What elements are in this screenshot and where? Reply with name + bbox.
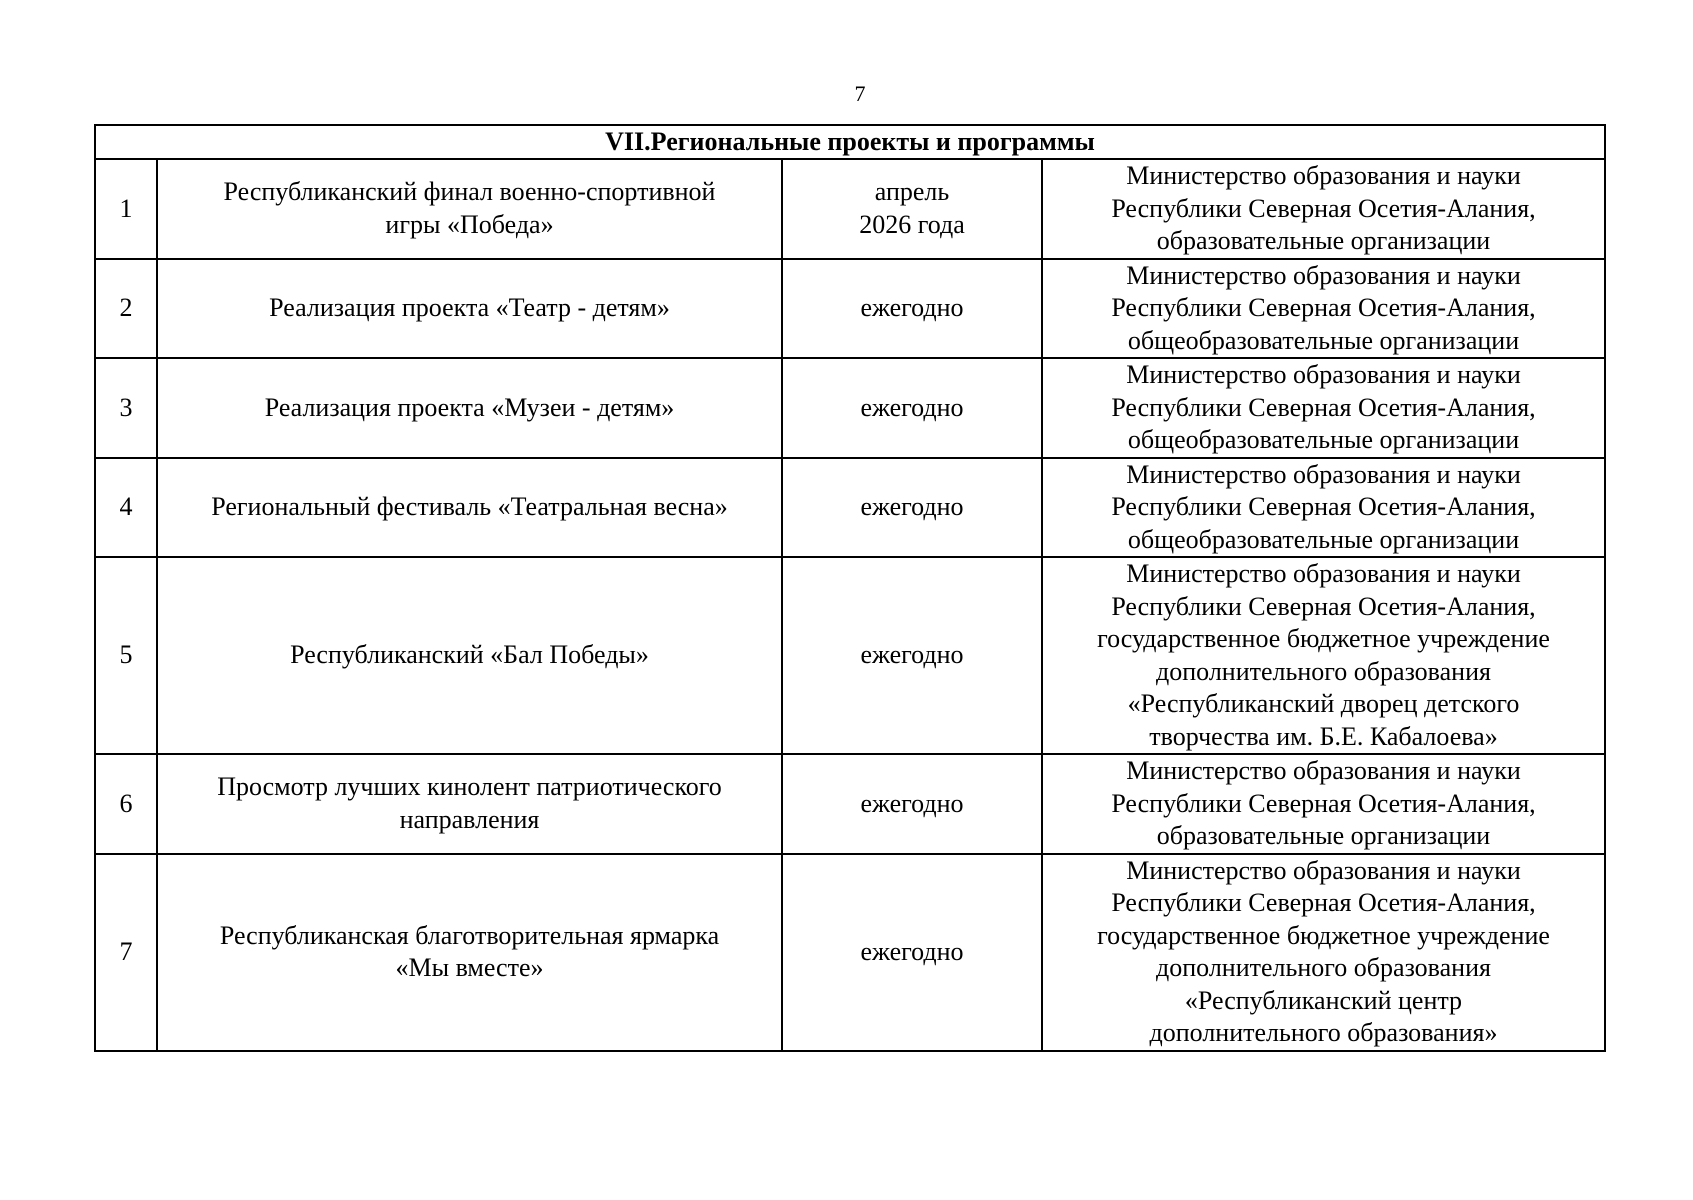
event-name-cell-line: Республиканский финал военно-спортивной	[223, 177, 716, 207]
responsible-cell	[1042, 854, 1605, 1051]
section-header-row	[95, 125, 1605, 159]
responsible-cell-line: образовательные организации	[1156, 226, 1491, 255]
table-row	[95, 259, 1605, 359]
event-date-cell	[782, 458, 1042, 558]
responsible-cell	[1042, 754, 1605, 854]
table-row	[95, 358, 1605, 458]
event-date-cell-line: ежегодно	[860, 788, 964, 818]
event-name-cell-line: Реализация проекта «Музеи - детям»	[264, 392, 675, 422]
responsible-cell	[1042, 358, 1605, 458]
responsible-cell-line: творчества им. Б.Е. Кабалоева»	[1149, 721, 1498, 751]
responsible-cell-line: дополнительного образования»	[1149, 1018, 1498, 1047]
events-table	[94, 124, 1606, 1052]
responsible-cell-line: образовательные организации	[1156, 821, 1491, 850]
event-name-cell-line: «Мы вместе»	[395, 953, 544, 982]
responsible-cell	[1042, 557, 1605, 754]
responsible-cell-line: общеобразовательные организации	[1127, 325, 1520, 355]
row-number-cell: 7	[95, 854, 157, 1051]
responsible-cell	[1042, 259, 1605, 359]
responsible-cell	[1042, 458, 1605, 558]
event-date-cell-line: ежегодно	[860, 392, 964, 422]
table-row	[95, 557, 1605, 754]
event-date-cell	[782, 854, 1042, 1051]
table-row	[95, 754, 1605, 854]
event-date-cell	[782, 358, 1042, 458]
event-date-cell-line: ежегодно	[860, 640, 964, 670]
responsible-cell-line: Министерство образования и науки	[1126, 161, 1521, 190]
responsible-cell-line: Республики Северная Осетия-Алания,	[1111, 392, 1536, 422]
event-name-cell-line: игры «Победа»	[385, 209, 554, 239]
row-number-cell: 1	[95, 159, 157, 259]
events-table-body	[95, 125, 1605, 1051]
responsible-cell-line: общеобразовательные организации	[1127, 425, 1520, 454]
row-number-cell: 6	[95, 754, 157, 854]
table-row	[95, 854, 1605, 1051]
event-name-cell	[157, 358, 782, 458]
event-name-cell-line: Реализация проекта «Театр - детям»	[269, 293, 670, 322]
responsible-cell-line: государственное бюджетное учреждение	[1097, 624, 1550, 653]
event-name-cell-line: Республиканская благотворительная ярмарка	[219, 920, 720, 950]
responsible-cell-line: Министерство образования и науки	[1126, 459, 1521, 489]
responsible-cell-line: Министерство образования и науки	[1126, 360, 1521, 389]
responsible-cell-line: Республики Северная Осетия-Алания,	[1111, 293, 1536, 322]
event-name-cell-line: Республиканский «Бал Победы»	[290, 640, 649, 670]
event-date-cell	[782, 159, 1042, 259]
event-date-cell-line: ежегодно	[860, 492, 964, 521]
responsible-cell-line: дополнительного образования	[1156, 953, 1491, 982]
responsible-cell-line: «Республиканский центр	[1184, 985, 1463, 1015]
responsible-cell-line: Республики Северная Осетия-Алания,	[1111, 193, 1536, 223]
table-row	[95, 159, 1605, 259]
responsible-cell-line: Министерство образования и науки	[1126, 260, 1521, 290]
event-date-cell	[782, 754, 1042, 854]
event-name-cell-line: Региональный фестиваль «Театральная весна»	[211, 492, 728, 521]
section-title: VII.Региональные проекты и программы	[95, 125, 1605, 159]
responsible-cell-line: Министерство образования и науки	[1126, 855, 1521, 885]
event-name-cell	[157, 458, 782, 558]
page-number: 7	[854, 81, 866, 106]
responsible-cell-line: государственное бюджетное учреждение	[1097, 920, 1550, 950]
row-number-cell: 4	[95, 458, 157, 558]
event-name-cell	[157, 259, 782, 359]
responsible-cell-line: Республики Северная Осетия-Алания,	[1111, 788, 1536, 818]
event-name-cell-line: направления	[399, 804, 540, 834]
responsible-cell-line: Министерство образования и науки	[1126, 756, 1521, 785]
responsible-cell-line: «Республиканский дворец детского	[1127, 689, 1520, 718]
responsible-cell-line: Республики Северная Осетия-Алания,	[1111, 591, 1536, 621]
event-name-cell	[157, 557, 782, 754]
responsible-cell-line: Республики Северная Осетия-Алания,	[1111, 492, 1536, 521]
responsible-cell	[1042, 159, 1605, 259]
event-date-cell-line: апрель	[874, 177, 950, 207]
event-date-cell-line: ежегодно	[860, 936, 964, 966]
row-number-cell: 5	[95, 557, 157, 754]
row-number-cell: 2	[95, 259, 157, 359]
event-date-cell	[782, 557, 1042, 754]
row-number-cell: 3	[95, 358, 157, 458]
event-name-cell-line: Просмотр лучших кинолент патриотического	[217, 772, 722, 802]
event-date-cell-line: ежегодно	[860, 293, 964, 322]
event-date-cell	[782, 259, 1042, 359]
event-name-cell	[157, 854, 782, 1051]
event-name-cell	[157, 754, 782, 854]
responsible-cell-line: дополнительного образования	[1156, 656, 1491, 686]
responsible-cell-line: общеобразовательные организации	[1127, 524, 1520, 554]
responsible-cell-line: Министерство образования и науки	[1126, 559, 1521, 588]
event-name-cell	[157, 159, 782, 259]
responsible-cell-line: Республики Северная Осетия-Алания,	[1111, 888, 1536, 917]
event-date-cell-line: 2026 года	[859, 209, 965, 239]
table-row	[95, 458, 1605, 558]
